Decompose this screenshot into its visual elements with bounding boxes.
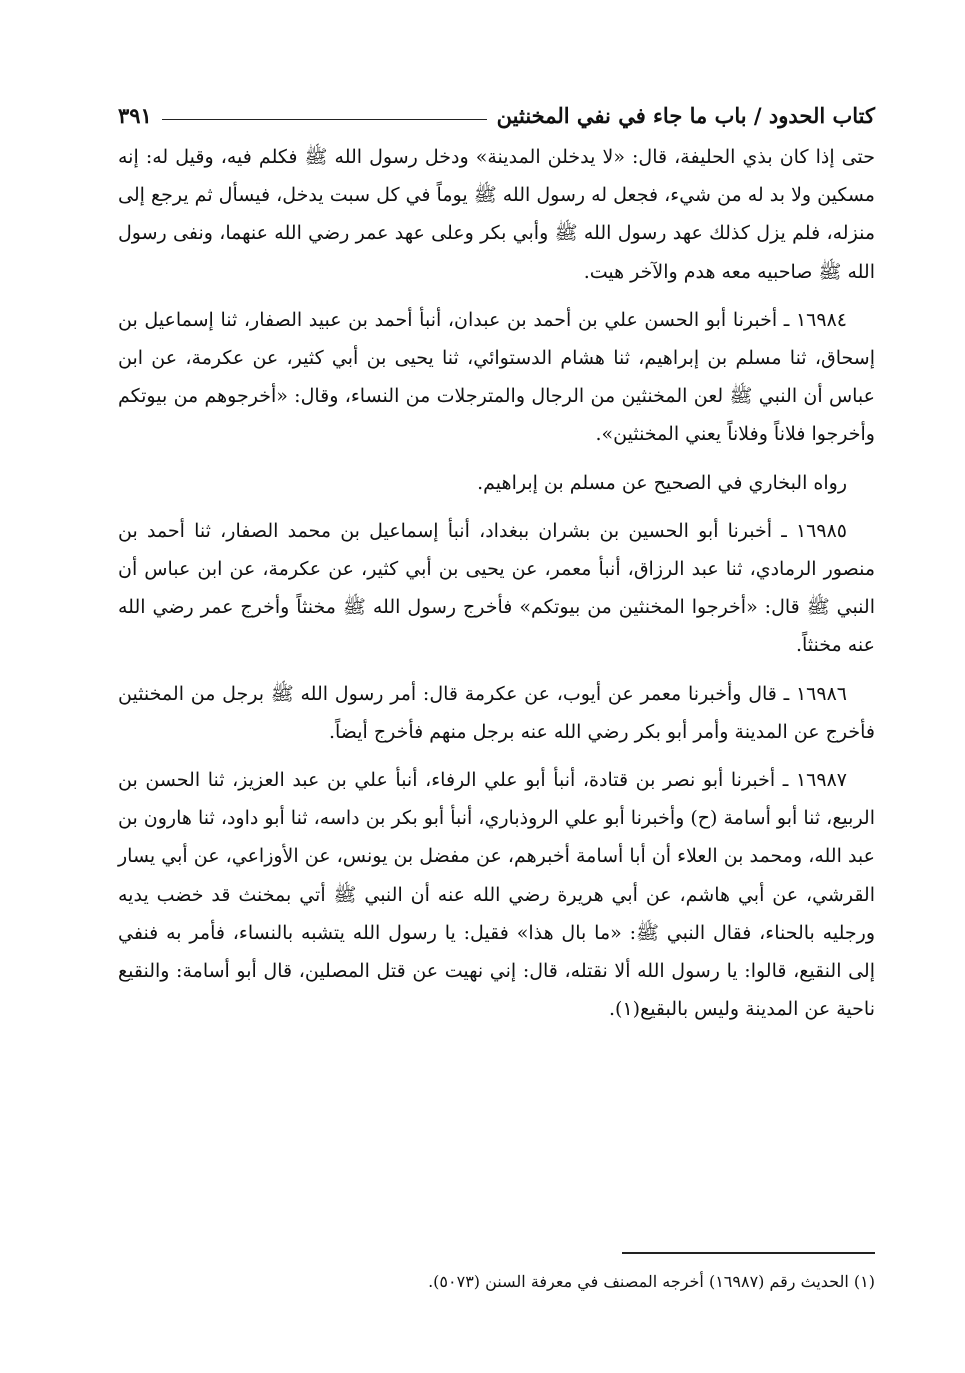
hadith-16985: ١٦٩٨٥ ـ أخبرنا أبو الحسين بن بشران ببغداد، أنبأ إسماعيل بن محمد الصفار، ثنا أحمد بن منصور الرمادي، ثنا عبد الرزاق، أنبأ معمر، عن يحيى بن أبي كثير، عن عكرمة، عن ابن عباس أن النبي ﷺ قال: «أخرجوا المخنثين من بيوتكم» فأخرج رسول الله ﷺ مخنثاً وأخرج عمر رضي الله عنه مخنثاً. bbox=[118, 519, 875, 657]
page-header bbox=[118, 86, 875, 126]
narration-note: رواه البخاري في الصحيح عن مسلم بن إبراهيم. bbox=[477, 471, 847, 494]
hadith-16984: ١٦٩٨٤ ـ أخبرنا أبو الحسن علي بن أحمد بن عبدان، أنبأ أحمد بن عبيد الصفار، ثنا إسماعيل بن إسحاق، ثنا مسلم بن إبراهيم، ثنا هشام الدستوائي، ثنا يحيى بن أبي كثير، عن عكرمة، عن ابن عباس أن النبي ﷺ لعن المخنثين من الرجال والمترجلات من النساء، وقال: «أخرجوهم من بيوتكم وأخرجوا فلاناً وفلاناً يعني المخنثين». bbox=[118, 308, 875, 446]
hadith-16986: ١٦٩٨٦ ـ قال وأخبرنا معمر عن أيوب، عن عكرمة قال: أمر رسول الله ﷺ برجل من المخنثين فأخرج عن المدينة وأمر أبو بكر رضي الله عنه برجل منهم فأخرج أيضاً. bbox=[118, 682, 875, 743]
footnote: (١) الحديث رقم (١٦٩٨٧) أخرجه المصنف في معرفة السنن (٥٠٧٣). bbox=[428, 1272, 875, 1291]
footnote-rule bbox=[622, 1252, 875, 1254]
hadith-16987: ١٦٩٨٧ ـ أخبرنا أبو نصر بن قتادة، أنبأ أبو علي الرفاء، أنبأ علي بن عبد العزيز، ثنا الحسن بن الربيع، ثنا أبو أسامة (ح) وأخبرنا أبو علي الروذباري، أنبأ أبو بكر بن داسه، ثنا أبو داود، ثنا هارون بن عبد الله، ومحمد بن العلاء أن أبا أسامة أخبرهم، عن مفضل بن يونس، عن الأوزاعي، عن أبي يسار القرشي، عن أبي هاشم، عن أبي هريرة رضي الله عنه أن النبي ﷺ أتي بمخنث قد خضب يديه ورجليه بالحناء، فقال النبي ﷺ: «ما بال هذا» فقيل: يا رسول الله يتشبه بالنساء، فأمر به فنفي إلى النقيع، قالوا: يا رسول الله ألا نقتله، قال: إني نهيت عن قتل المصلين، قال أبو أسامة: والنقيع ناحية عن المدينة وليس بالبقيع(١). bbox=[118, 769, 875, 1021]
paragraph-continuation: حتى إذا كان بذي الحليفة، قال: «لا يدخلن المدينة» ودخل رسول الله ﷺ فكلم فيه، وقيل له: إنه مسكين ولا بد له من شيء، فجعل له رسول الله ﷺ يوماً في كل سبت يدخل، فيسأل ثم يرجع إلى منزله، فلم يزل كذلك عهد رسول الله ﷺ وأبي بكر وعلى عهد عمر رضي الله عنهما، ونفى رسول الله ﷺ صاحبيه معه هدم والآخر هيت. bbox=[118, 146, 875, 283]
running-title: كتاب الحدود / باب ما جاء في نفي المخنثين bbox=[496, 103, 875, 128]
header-rule bbox=[162, 119, 487, 120]
page-number: ٣٩١ bbox=[118, 103, 152, 128]
main-text bbox=[118, 138, 875, 1038]
